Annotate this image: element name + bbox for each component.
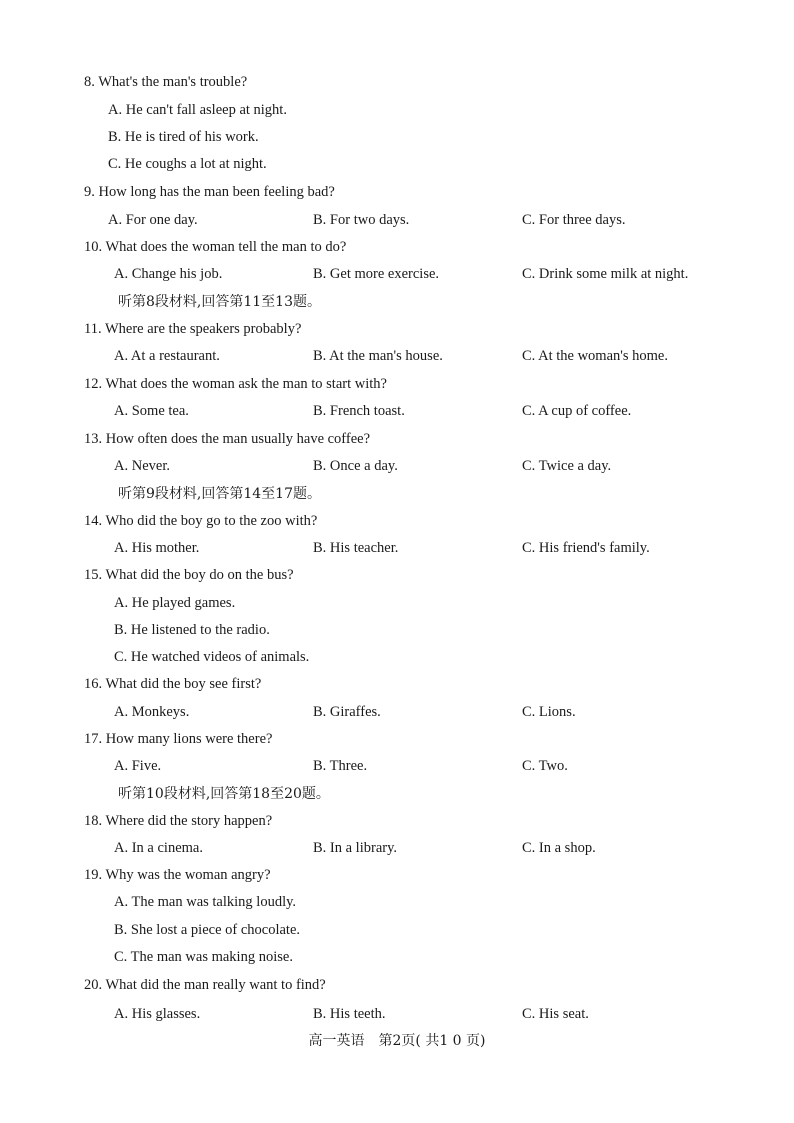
question-11-stem: 11. Where are the speakers probably? [84, 321, 302, 337]
section-9-instruction: 听第9段材料,回答第14至17题。 [118, 486, 321, 502]
question-14-option-a: A. His mother. [114, 540, 200, 556]
question-18-option-c: C. In a shop. [522, 840, 596, 856]
question-11-option-a: A. At a restaurant. [114, 348, 220, 364]
question-14-option-b: B. His teacher. [313, 540, 399, 556]
question-10-option-c: C. Drink some milk at night. [522, 266, 689, 282]
question-13-option-a: A. Never. [114, 458, 170, 474]
question-12-option-b: B. French toast. [313, 403, 405, 419]
question-20-option-b: B. His teeth. [313, 1006, 386, 1022]
section-10-instruction: 听第10段材料,回答第18至20题。 [118, 786, 330, 802]
question-15-stem: 15. What did the boy do on the bus? [84, 567, 294, 583]
question-17-option-b: B. Three. [313, 758, 368, 774]
question-14-option-c: C. His friend's family. [522, 540, 650, 556]
section-8-instruction: 听第8段材料,回答第11至13题。 [118, 294, 321, 310]
question-20-option-a: A. His glasses. [114, 1006, 201, 1022]
question-19-option-b: B. She lost a piece of chocolate. [114, 922, 301, 938]
page-footer: 高一英语 第2页( 共1 0 页) [308, 1033, 486, 1049]
question-8-stem: 8. What's the man's trouble? [84, 74, 248, 90]
question-15-option-b: B. He listened to the radio. [114, 622, 270, 638]
question-19-stem: 19. Why was the woman angry? [84, 867, 271, 883]
question-13-option-c: C. Twice a day. [522, 458, 612, 474]
question-18-stem: 18. Where did the story happen? [84, 813, 273, 829]
question-20-option-c: C. His seat. [522, 1006, 589, 1022]
question-16-option-a: A. Monkeys. [114, 704, 190, 720]
question-11-option-c: C. At the woman's home. [522, 348, 668, 364]
question-16-stem: 16. What did the boy see first? [84, 676, 262, 692]
question-14-stem: 14. Who did the boy go to the zoo with? [84, 513, 318, 529]
question-19-option-a: A. The man was talking loudly. [114, 894, 297, 910]
question-12-option-c: C. A cup of coffee. [522, 403, 632, 419]
question-9-option-b: B. For two days. [313, 212, 410, 228]
question-17-stem: 17. How many lions were there? [84, 731, 273, 747]
question-19-option-c: C. The man was making noise. [114, 949, 293, 965]
question-10-option-a: A. Change his job. [114, 266, 223, 282]
question-8-option-b: B. He is tired of his work. [108, 129, 259, 145]
question-16-option-b: B. Giraffes. [313, 704, 381, 720]
question-8-option-c: C. He coughs a lot at night. [108, 156, 267, 172]
question-8-option-a: A. He can't fall asleep at night. [108, 102, 287, 118]
question-17-option-a: A. Five. [114, 758, 162, 774]
question-20-stem: 20. What did the man really want to find? [84, 977, 326, 993]
question-11-option-b: B. At the man's house. [313, 348, 443, 364]
question-10-stem: 10. What does the woman tell the man to do? [84, 239, 347, 255]
question-18-option-a: A. In a cinema. [114, 840, 203, 856]
question-16-option-c: C. Lions. [522, 704, 576, 720]
question-13-option-b: B. Once a day. [313, 458, 398, 474]
question-15-option-c: C. He watched videos of animals. [114, 649, 310, 665]
question-9-option-a: A. For one day. [108, 212, 198, 228]
question-12-option-a: A. Some tea. [114, 403, 189, 419]
question-12-stem: 12. What does the woman ask the man to start with? [84, 376, 387, 392]
question-10-option-b: B. Get more exercise. [313, 266, 440, 282]
question-13-stem: 13. How often does the man usually have coffee? [84, 431, 371, 447]
question-15-option-a: A. He played games. [114, 595, 236, 611]
question-18-option-b: B. In a library. [313, 840, 398, 856]
question-9-option-c: C. For three days. [522, 212, 626, 228]
question-9-stem: 9. How long has the man been feeling bad? [84, 184, 335, 200]
question-17-option-c: C. Two. [522, 758, 568, 774]
